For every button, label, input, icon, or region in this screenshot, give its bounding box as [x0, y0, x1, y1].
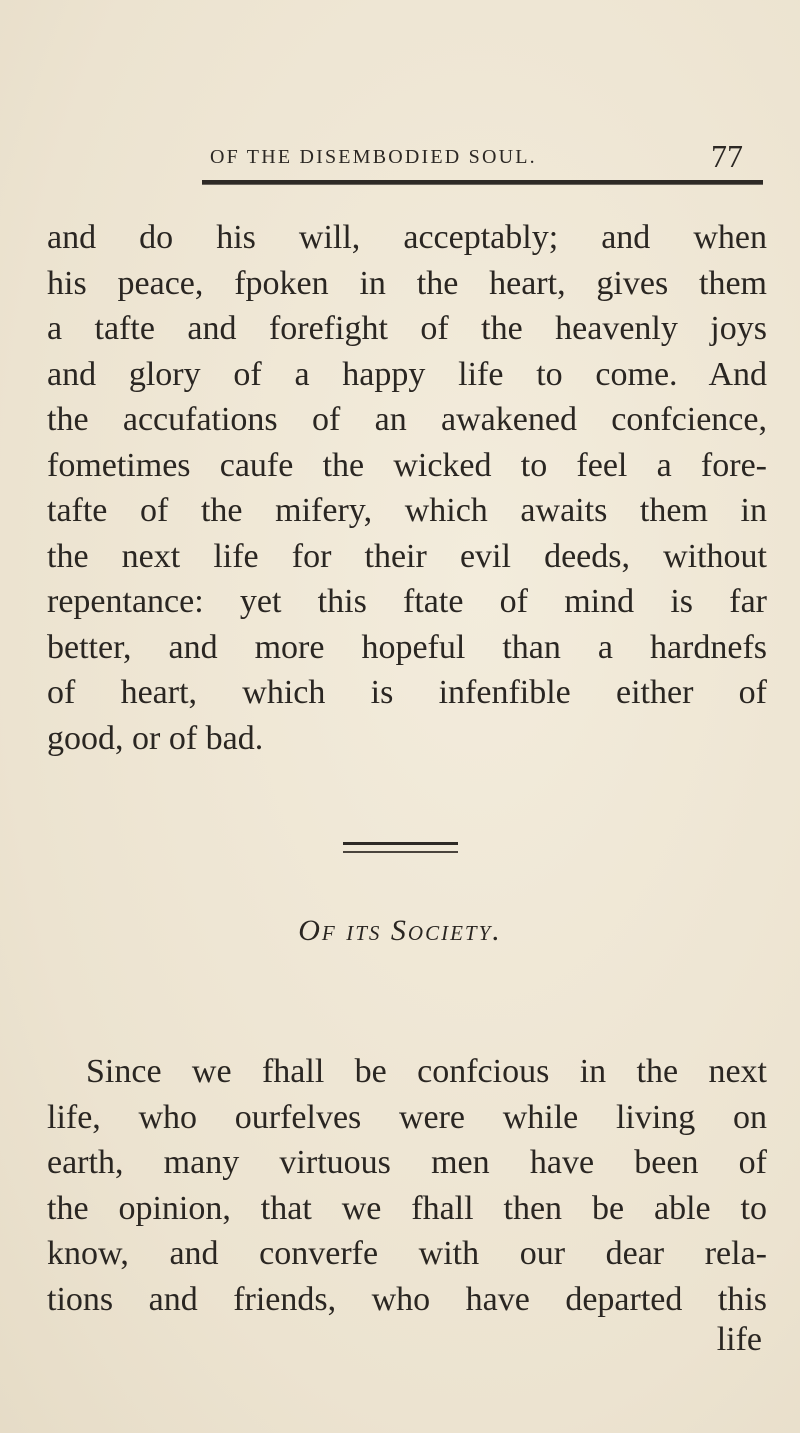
text-line: repentance: yet this ftate of mind is far	[47, 583, 767, 620]
section-heading-text: Of its Society.	[298, 914, 502, 947]
text-line: his peace, fpoken in the heart, gives them	[47, 264, 767, 302]
running-title: OF THE DISEMBODIED SOUL.	[210, 146, 537, 168]
section-divider-thin	[343, 851, 458, 853]
text-line: earth, many virtuous men have been of	[47, 1144, 767, 1181]
page-number: 77	[711, 138, 743, 174]
text-line: the accufations of an awakened confcience,	[47, 401, 767, 438]
text-line: and glory of a happy life to come. And	[47, 355, 767, 393]
text-line-indented: Since we fhall be confcious in the next	[86, 1053, 767, 1090]
text-line: fometimes caufe the wicked to feel a fore-	[47, 446, 767, 484]
text-line: know, and converfe with our dear rela-	[47, 1235, 767, 1272]
running-head	[210, 138, 770, 172]
text-line: better, and more hopeful than a hardnefs	[47, 628, 767, 666]
text-line: tions and friends, who have departed this	[47, 1280, 767, 1318]
catchword: life	[716, 1321, 762, 1358]
text-line: the opinion, that we fhall then be able to	[47, 1189, 767, 1227]
text-line: the next life for their evil deeds, without	[47, 537, 767, 575]
paragraph-1	[47, 215, 767, 761]
header-rule	[202, 180, 763, 185]
section-heading	[0, 914, 800, 948]
paragraph-2	[47, 1049, 767, 1322]
section-divider-thick	[343, 842, 458, 845]
text-line: a tafte and forefight of the heavenly joys	[47, 310, 767, 347]
text-line: and do his will, acceptably; and when	[47, 219, 767, 256]
text-line: of heart, which is infenfible either of	[47, 674, 767, 711]
text-line: tafte of the mifery, which awaits them in	[47, 492, 767, 529]
text-line-last: good, or of bad.	[47, 719, 264, 757]
text-line: life, who ourfelves were while living on	[47, 1098, 767, 1136]
